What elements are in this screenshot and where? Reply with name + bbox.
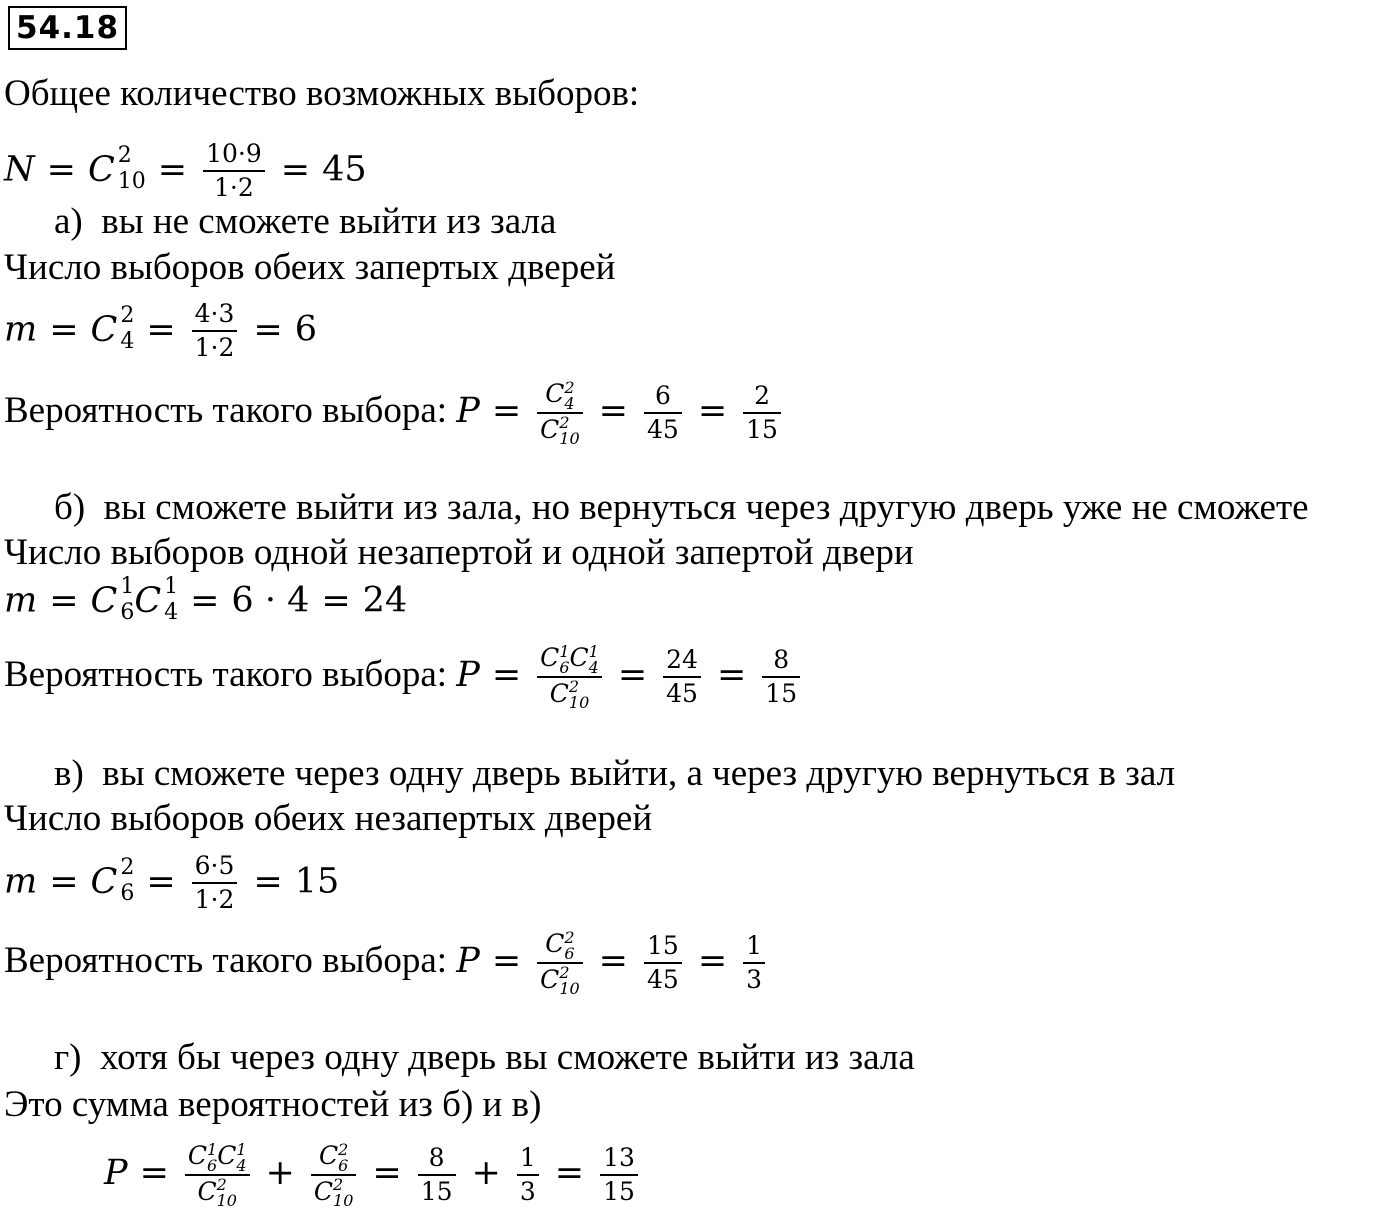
n-formula: N = C 2 10 = $\frac{10\cdot 9}{1\cdot 2}$ = 45 (4, 139, 367, 202)
part-d-count-text: Это сумма вероятностей из б) и в) (4, 1084, 542, 1125)
part-c-m-formula: m = C 2 6 = $\frac{6\cdot 5}{1\cdot 2}$ = 15 (4, 851, 340, 914)
intro-text: Общее количество возможных выборов: (4, 73, 640, 114)
part-a-title: а) вы не сможете выйти из зала (54, 201, 557, 242)
part-c-title: в) вы сможете через одну дверь выйти, а через другую вернуться в зал (54, 753, 1176, 794)
part-b-count-text: Число выборов одной незапертой и одной запертой двери (4, 532, 914, 573)
part-a-count-text: Число выборов обеих запертых дверей (4, 247, 616, 288)
part-b-prob: Вероятность такого выбора: P = C 1 6 C 1 4 C 2 10 = $\frac{24}{45}$ = $\frac{8}{15}$ (4, 642, 804, 711)
problem-number: 54.18 (8, 6, 127, 50)
part-a-prob: Вероятность такого выбора: P = C 2 4 C 2 10 = $\frac{6}{45}$ = $\frac{2}{15}$ (4, 378, 785, 447)
part-d-title: г) хотя бы через одну дверь вы сможете выйти из зала (54, 1037, 915, 1078)
part-b-title: б) вы сможете выйти из зала, но вернуться через другую дверь уже не сможете (54, 487, 1309, 528)
part-c-prob: Вероятность такого выбора: P = C 2 6 C 2 10 = $\frac{15}{45}$ = $\frac{1}{3}$ (4, 928, 769, 997)
part-a-m-formula: m = C 2 4 = $\frac{4\cdot 3}{1\cdot 2}$ = 6 (4, 299, 318, 362)
part-d-prob-formula: P = C 1 6 C 1 4 C 2 10 + C 2 6 C 2 10 = $\frac{8}{15}$ + $\frac{1}{3}$ = $\frac{13}{15}$ (104, 1140, 642, 1209)
part-c-count-text: Число выборов обеих незапертых дверей (4, 798, 653, 839)
part-b-m-formula: m = C 1 6 C 1 4 = 6 · 4 = 24 (4, 574, 408, 625)
